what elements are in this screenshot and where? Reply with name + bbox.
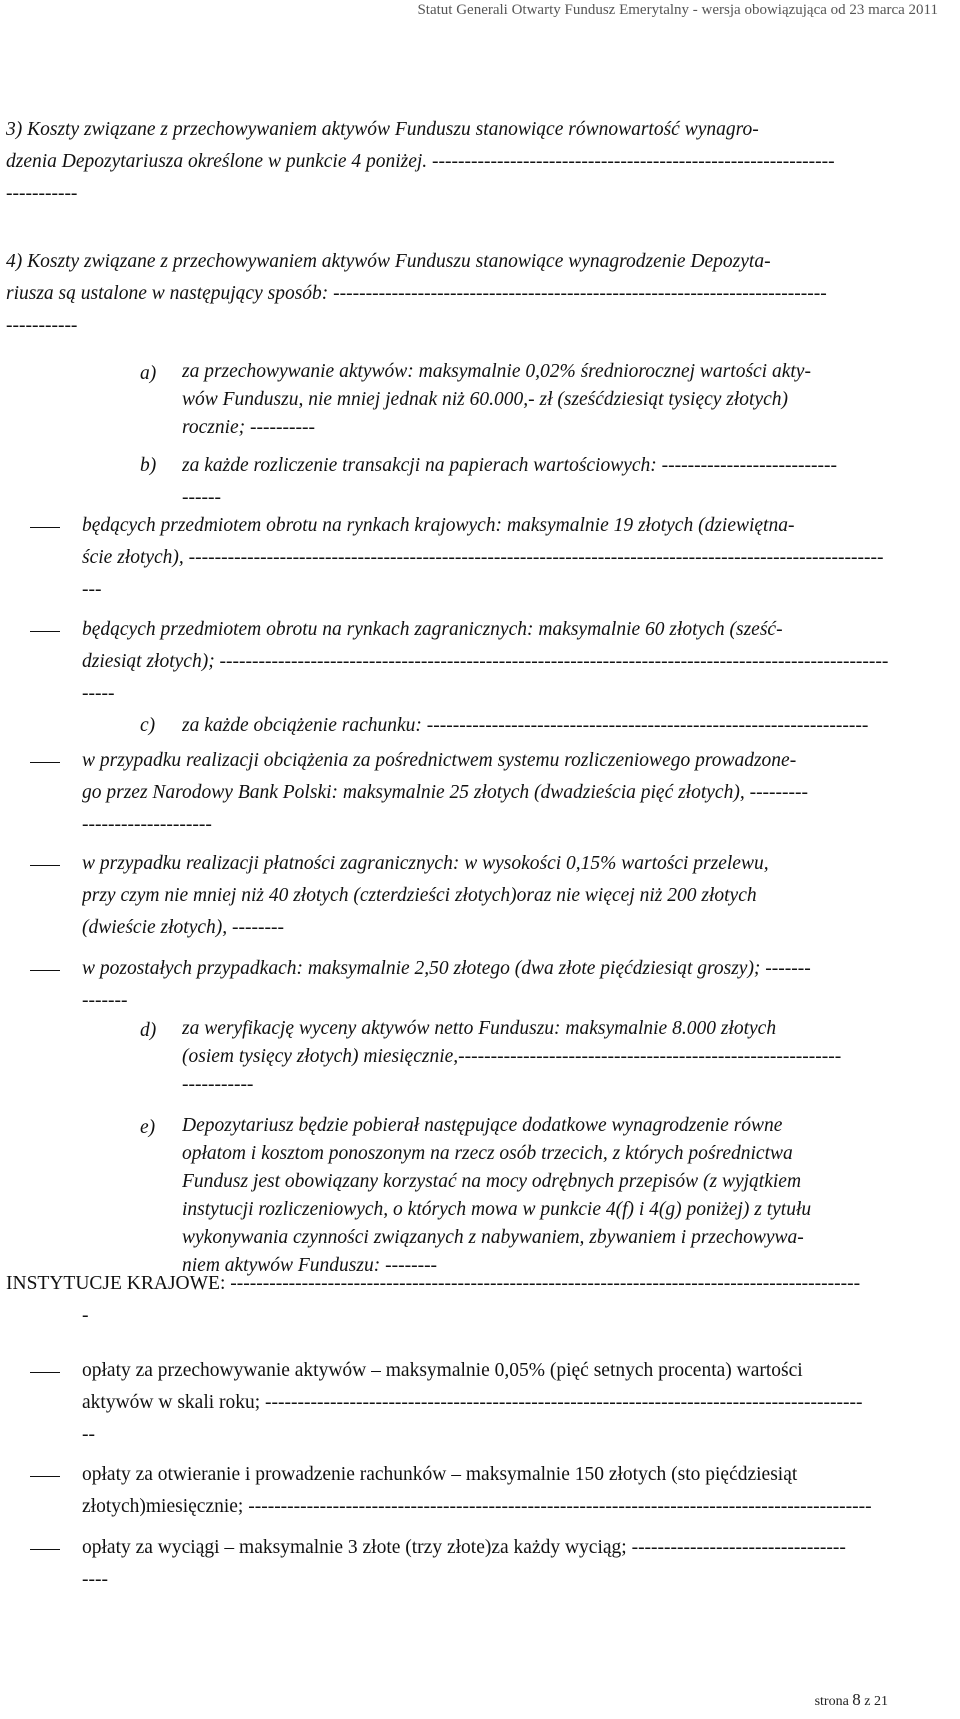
item-c-bullet-1-line-2: go przez Narodowy Bank Polski: maksymalnie 25 złotych (dwadzieścia pięć złotych), ---------	[82, 782, 809, 803]
paragraph-3-line-3: -----------	[6, 183, 78, 204]
item-e-label: e)	[140, 1117, 156, 1138]
item-c-bullet-2-line-2: przy czym nie mniej niż 40 złotych (czterdzieści złotych)oraz nie więcej niż 200 złotych	[82, 885, 757, 906]
paragraph-4-line-1: 4) Koszty związane z przechowywaniem aktywów Funduszu stanowiące wynagrodzenie Depozyta-	[6, 251, 771, 272]
institutions-heading	[6, 1268, 950, 1332]
dash-bullet	[30, 762, 60, 763]
dash-bullet	[30, 527, 60, 528]
item-e-line-6: niem aktywów Funduszu: --------	[182, 1255, 438, 1276]
item-c-bullet-1-line-1: w przypadku realizacji obciążenia za pośrednictwem systemu rozliczeniowego prowadzone-	[82, 750, 797, 771]
domestic-bullet-1-line-1: opłaty za przechowywanie aktywów – maksymalnie 0,05% (pięć setnych procenta) wartości	[82, 1360, 803, 1381]
item-e-line-3: Fundusz jest obowiązany korzystać na mocy odrębnych przepisów (z wyjątkiem	[182, 1171, 802, 1192]
domestic-bullet-2	[82, 1459, 950, 1523]
paragraph-4-line-3: -----------	[6, 315, 78, 336]
dash-bullet	[30, 865, 60, 866]
item-b-bullet-1-line-3: ---	[82, 579, 102, 600]
item-e-line-1: Depozytariusz będzie pobierał następujące dodatkowe wynagrodzenie równe	[182, 1115, 783, 1136]
item-c-bullet-2-line-3: (dwieście złotych), --------	[82, 917, 284, 938]
item-c-bullet-2-line-1: w przypadku realizacji płatności zagranicznych: w wysokości 0,15% wartości przelewu,	[82, 853, 769, 874]
item-d-label: d)	[140, 1020, 157, 1041]
dash-bullet	[30, 1476, 60, 1477]
paragraph-3	[6, 114, 950, 210]
item-b-bullet-2	[82, 614, 950, 710]
domestic-bullet-1-line-2: aktywów w skali roku; --------------------------------------------------------------------------------------------	[82, 1392, 863, 1413]
item-b-line-2: ------	[182, 487, 221, 508]
item-d-line-2: (osiem tysięcy złotych) miesięcznie,-----------------------------------------------------------	[182, 1046, 842, 1067]
item-b-bullet-2-line-3: -----	[82, 683, 115, 704]
item-c-bullet-3	[82, 953, 950, 1017]
item-a-label: a)	[140, 363, 157, 384]
item-d-line-3: -----------	[182, 1074, 254, 1095]
domestic-bullet-3-line-1: opłaty za wyciągi – maksymalnie 3 złote (trzy złote)za każdy wyciąg; ---------------------------------	[82, 1537, 846, 1558]
domestic-bullet-1-line-3: --	[82, 1424, 95, 1445]
item-c-bullet-1-line-3: --------------------	[82, 814, 212, 835]
paragraph-3-line-1: 3) Koszty związane z przechowywaniem aktywów Funduszu stanowiące równowartość wynagro-	[6, 119, 759, 140]
dash-bullet	[30, 631, 60, 632]
institutions-heading-line-1: INSTYTUCJE KRAJOWE: -------------------------------------------------------------------------------------------------	[6, 1273, 861, 1294]
domestic-bullet-3	[82, 1532, 950, 1596]
dash-bullet	[30, 1372, 60, 1373]
dash-bullet	[30, 1549, 60, 1550]
paragraph-4-line-2: riusza są ustalone w następujący sposób: ----------------------------------------------------------------------------	[6, 283, 827, 304]
domestic-bullet-3-line-2: ----	[82, 1569, 108, 1590]
domestic-bullet-2-line-2: złotych)miesięcznie; ------------------------------------------------------------------------------------------------	[82, 1496, 872, 1517]
footer-separator: z	[864, 1694, 871, 1709]
institutions-heading-line-2: -	[82, 1305, 89, 1326]
item-c-bullet-2	[82, 848, 950, 944]
item-e-line-4: instytucji rozliczeniowych, o których mowa w punkcie 4(f) i 4(g) poniżej) z tytułu	[182, 1199, 812, 1220]
item-a-line-3: rocznie; ----------	[182, 417, 315, 438]
item-c-label: c)	[140, 715, 156, 736]
item-b-bullet-2-line-1: będących przedmiotem obrotu na rynkach zagranicznych: maksymalnie 60 złotych (sześć-	[82, 619, 783, 640]
item-d-line-1: za weryfikację wyceny aktywów netto Funduszu: maksymalnie 8.000 złotych	[182, 1018, 777, 1039]
page-footer	[815, 1690, 888, 1710]
dash-bullet	[30, 970, 60, 971]
item-c-bullet-3-line-2: -------	[82, 990, 128, 1011]
footer-prefix: strona	[814, 1694, 849, 1709]
item-e-line-5: wykonywania czynności związanych z nabywaniem, zbywaniem i przechowywa-	[182, 1227, 804, 1248]
domestic-bullet-1	[82, 1355, 950, 1451]
item-b-bullet-2-line-2: dziesiąt złotych); -------------------------------------------------------------------------------------------------------	[82, 651, 889, 672]
item-b-line-1: za każde rozliczenie transakcji na papierach wartościowych: ---------------------------	[182, 455, 837, 476]
item-e-line-2: opłatom i kosztom ponoszonym na rzecz osób trzecich, z których pośrednictwa	[182, 1143, 793, 1164]
domestic-bullet-2-line-1: opłaty za otwieranie i prowadzenie rachunków – maksymalnie 150 złotych (sto pięćdziesiąt	[82, 1464, 798, 1485]
footer-total-pages: 21	[874, 1694, 888, 1709]
paragraph-3-line-2: dzenia Depozytariusza określone w punkcie 4 poniżej. --------------------------------------------------------------	[6, 151, 835, 172]
item-c-bullet-3-line-1: w pozostałych przypadkach: maksymalnie 2,50 złotego (dwa złote pięćdziesiąt groszy); -------	[82, 958, 811, 979]
item-b-bullet-1-line-2: ście złotych), -----------------------------------------------------------------------------------------------------------	[82, 547, 884, 568]
paragraph-4	[6, 246, 950, 342]
item-b-label: b)	[140, 455, 157, 476]
item-c-line-1: za każde obciążenie rachunku: --------------------------------------------------------------------	[182, 715, 869, 736]
item-b-bullet-1	[82, 510, 950, 606]
item-a-line-2: wów Funduszu, nie mniej jednak niż 60.000,- zł (sześćdziesiąt tysięcy złotych)	[182, 389, 789, 410]
page-header: Statut Generali Otwarty Fundusz Emerytalny - wersja obowiązująca od 23 marca 2011	[417, 2, 938, 18]
item-c-bullet-1	[82, 745, 950, 841]
item-a-line-1: za przechowywanie aktywów: maksymalnie 0,02% średniorocznej wartości akty-	[182, 361, 811, 382]
item-b-bullet-1-line-1: będących przedmiotem obrotu na rynkach krajowych: maksymalnie 19 złotych (dziewiętna-	[82, 515, 795, 536]
footer-page-number: 8	[852, 1690, 861, 1709]
